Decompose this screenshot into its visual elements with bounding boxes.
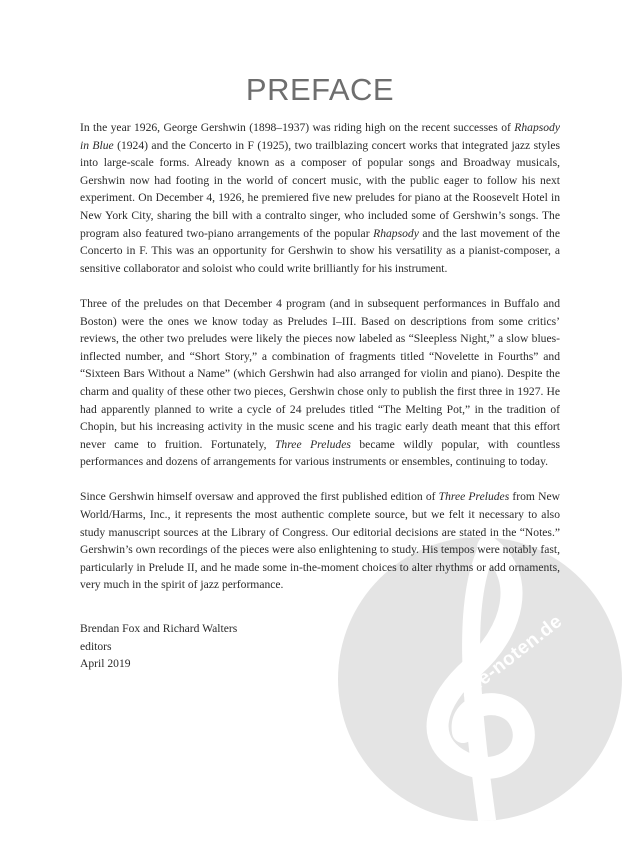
paragraph — [80, 488, 560, 594]
page-title: PREFACE — [245, 72, 395, 107]
italic-title: Rhapsody — [373, 226, 419, 240]
paragraph — [80, 119, 560, 277]
editor-role: editors — [80, 639, 112, 653]
text-run: from New World/Harms, Inc., it represents the most authentic complete source, but we felt it necessary to also study manuscript sources at the Library of Congress. Our editorial decisions are stated in the “Notes.” Gershwin’s own recordings of the pieces were also enlightening to study. His tempos were notably fast, particularly in Prelude II, and he made some in-the-moment choices to alter rhythms or add ornaments, very much in the spirit of jazz performance. — [80, 490, 560, 592]
editor-names: Brendan Fox and Richard Walters — [80, 622, 238, 635]
text-run: Three of the preludes on that December 4 program (and in subsequent performances in Buffalo and Boston) were the ones we know today as Preludes I–III. Based on descriptions from some critics’ reviews, the other two preludes were likely the pieces now labeled as “Sleepless Night,” a slow blues-inflected number, and “Short Story,” a combination of fragments titled “Novelette in Fourths” and “Sixteen Bars Without a Name” (which Gershwin had also arranged for violin and piano). Despite the charm and quality of these other two pieces, Gershwin chose only to publish the first three in 1927. He had apparently planned to write a cycle of 24 preludes titled “The Melting Pot,” in the tradition of Chopin, but his increasing activity in the music scene and his tragic early death meant that this effort never came to fruition. Fortunately, — [80, 296, 560, 451]
italic-title: Rhapsody in Blue — [80, 121, 560, 152]
text-run: became wildly popular, with countless performances and dozens of arrangements for various instruments or ensembles, continuing to today. — [80, 437, 560, 469]
text-run: In the year 1926, George Gershwin (1898–1937) was riding high on the recent successes of — [80, 121, 515, 134]
italic-title: Three Preludes — [274, 437, 351, 451]
preface-body — [80, 119, 560, 612]
text-run: Since Gershwin himself oversaw and approved the first published edition of — [80, 490, 439, 504]
paragraph — [80, 295, 560, 471]
watermark-text: alle-noten.de — [456, 610, 567, 704]
signature-block — [80, 620, 237, 673]
italic-title: Three Preludes — [438, 490, 510, 504]
text-run: and the last movement of the Concerto in F. This was an opportunity for Gershwin to show his versatility as a pianist-composer, a sensitive collaborator and soloist who could write brilliantly for his instrument. — [80, 226, 560, 275]
signature-date: April 2019 — [80, 657, 131, 671]
text-run: (1924) and the Concerto in F (1925), two trailblazing concert works that integrated jazz styles into large-scale forms. Already known as a composer of popular songs and Broadway musicals, Gershwin now had footing in the world of concert music, with the public eager to follow his next experiment. On December 4, 1926, he premiered five new preludes for piano at the Roosevelt Hotel in New York City, sharing the bill with a contralto singer, who included some of Gershwin’s songs. The program also featured two-piano arrangements of the popular — [80, 138, 560, 240]
